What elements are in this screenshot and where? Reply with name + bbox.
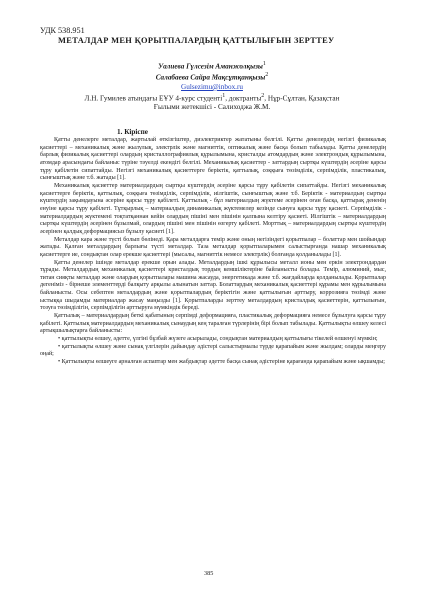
affiliation	[0, 92, 424, 103]
author-2-sup: 2	[265, 72, 269, 79]
article-title: МЕТАЛДАР МЕН ҚОРЫТПАЛАРДЫҢ ҚАТТЫЛЫҒЫН ЗЕРТТЕУ	[58, 36, 335, 45]
affiliation-mid: , доктранты	[225, 94, 262, 103]
supervisor: Ғылыми жетекшісі - Салиходжа Ж.М.	[153, 103, 271, 112]
affiliation-text: Л.Н. Гумилев атындағы ЕҰУ 4-курс студенті	[84, 94, 223, 103]
paragraph: Қатты денелер ішінде металдар ерекше орын алады. Металдардың ішкі құрылысы металл ионы мен еркін электрондардан тұрады. Металдардың механикалық қасиеттері кристалдық тордың кемшіліктеріне байланысты болады. Темір, алюминий, мыс, титан сияқты металдар және олардың қорытпалары машина жасауда, энергетикада және т.б. жағдайларда қолданылады. Қорытпалар дегеніміз - бірнеше элементтерді балқыту арқылы алынатын заттар. Болаттардың механикалық қасиеттері құрамы мен құрылымына байланысты. Осы себептен металдардың және қорытпалардың беріктігін және қаттылығын арттыру, коррозияға төзімді және ыстыққа шыдамды материалдар жасау маңызды [1]. Қорытпаларды зерттеу металдардың кристалдық қасиеттерін, қаттылығын, тозуға төзімділігін, серпімділігін арттыруға мүмкіндік береді.	[40, 259, 386, 312]
author-email-link[interactable]: Gulsezimu@inbox.ru	[181, 82, 243, 91]
section-heading: 1. Кіріспе	[117, 128, 148, 136]
author-line-2	[0, 71, 424, 82]
affiliation-sup-1: 1	[222, 92, 226, 99]
body-text	[40, 137, 386, 367]
paragraph: Қаттылық – материалдардың беткі қабатының серпімді деформацияға, пластикалық деформацияға немесе бұзылуға қарсы тұру қабілеті. Қаттылық материалдардың механикалық сынаудың кең таралған түрлерінің бірі болып табылады. Қаттылықты өлшеу келесі артықшылықтарға байланысты:	[40, 313, 386, 335]
bullet-item: • қаттылықты өлшеу және сынақ үлгілерін дайындау әдістері салыстырмалы түрде қарапайым және жылдам; оларды меңгеру оңай;	[40, 343, 386, 358]
paragraph: Қатты денелерге металдар, жартылай өткізгіштер, диэлектриктер жататыны белгілі. Қатты денелердің негізгі физикалық қасиеттері – механикалық және жылулық, электрлік және магниттік, оптикалық және басқа болып табылады. Қатты денелердің барлық физикалық қасиеттері олардың кристаллографиялық құрылымына, кристалды атомдардың және электрондық құрылымына, атомдар арасындағы байланыс түріне тәуелді екендігі белгілі. Механикалық қасиеттер - заттардың сыртқы күштердің әсеріне қарсы тұру қабілетін сипаттайды. Негізгі механикалық қасиеттерге беріктік, қаттылық, соққыға төзімділік, серпімділік, пластикалық, сынғыштық және т.б. жатады [1].	[40, 137, 386, 182]
paragraph: Металдар кара және түсті болып бөлінеді. Қара металдарға темір және оның негізіндегі қорытпалар – болаттар мен шойындар жатады. Қалған металдардың барлығы түсті металдар. Таза металдар қорытпаларымен салыстырғанда нашар механикалық қасиеттерге ие, сондықтан олар ерекше қасиеттері (мысалы, магниттік немесе электрлік) болғанда қолданылады [1].	[40, 236, 386, 258]
author-1: Уалиева Гүлсезім Аманжолқызы	[158, 62, 263, 71]
affiliation-sup-2: 2	[261, 92, 265, 99]
paragraph: Механикалық қасиеттер материалдардың сыртқы күштердің әсеріне қарсы тұру қабілетін сипаттайды. Негізгі механикалық қасиеттерге беріктік, қаттылық, соққыға төзімділік, серпімділік, иілгіштік, сынғыштық және т.б. Беріктік - материалдың сыртқы күштердің зақымдауына әсеріне қарсы тұру қабілеті. Қаттылық - бұл материалдың жүктеме әсерінен оған басқа, қаттырақ дененің енуіне қарсы тұру қабілеті. Тұтқырлық – материалдың динамикалық жүктемелер кезінде сынуға қарсы тұру қасиеті. Серпімділік - материалдардың жүктемені тоқтатқаннан кейін олардың пішіні мен пішінін қалпына келтіру қасиеті. Иілгіштік – материалдардың сыртқы күштердің әсерінен бұзылмай, олардың пішіні мен пішінін өзгерту қабілеті. Морттық – материалдардың сыртқы күштердің әсерінен қалдық деформациясыз бұзылу қасиеті [1].	[40, 182, 386, 235]
page-number: 385	[204, 570, 214, 577]
author-line-1	[0, 60, 424, 71]
author-1-sup: 1	[262, 61, 266, 67]
bullet-item: • Қаттылықты өлшеуге арналған аспаптар мен жабдықтар әдетте басқа сынақ әдістеріне қарағанда қарапайым және ықшамды;	[58, 359, 385, 366]
author-email-line	[0, 83, 424, 92]
bullet-item: • қаттылықты өлшеу, әдетте, үлгіні бұзбай жүзеге асырылады, сондықтан материалдың қаттылығы тікелей өлшенуі мүмкін;	[58, 336, 378, 343]
author-2: Салабаева Сайра Мақсұтқанқызы	[155, 73, 266, 82]
udk-code: УДК 538.951	[40, 26, 85, 35]
authors-block	[0, 60, 424, 112]
affiliation-end: , Нұр-Сұлтан, Қазақстан	[264, 94, 340, 103]
